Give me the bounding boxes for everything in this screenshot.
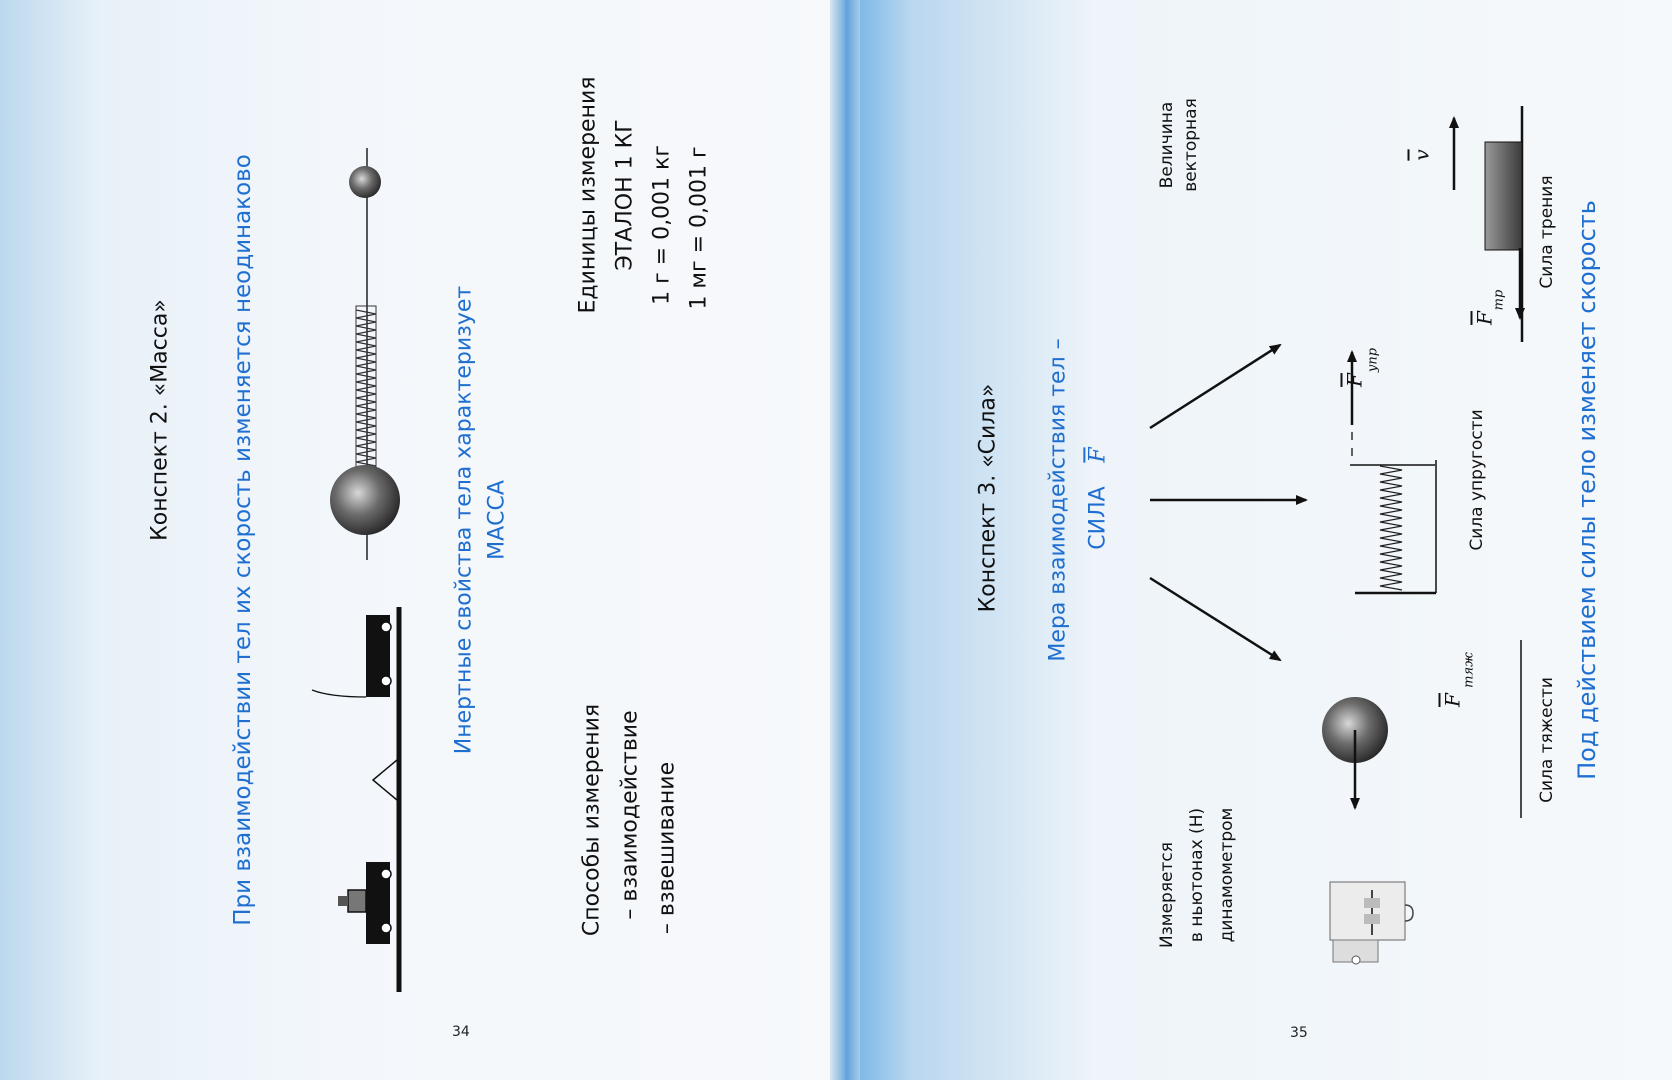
- units-milligram: 1 мг = 0,001 г: [686, 146, 712, 310]
- right-page-number: 35: [1290, 1025, 1308, 1041]
- left-page-subtitle: При взаимодействии тел их скорость изменяется неодинаково: [229, 154, 256, 926]
- spring-latch-icon: [373, 760, 397, 800]
- measured-line-1: Измеряется: [1157, 842, 1178, 948]
- carts-diagram: [312, 607, 399, 992]
- mass-word: МАССА: [484, 480, 510, 560]
- method-interaction: – взаимодействие: [617, 710, 643, 920]
- left-page-number: 34: [452, 1024, 470, 1040]
- method-weighing: – взвешивание: [654, 761, 680, 935]
- friction-subscript: тр: [1491, 289, 1507, 311]
- dynamometer-diagram: [1330, 882, 1413, 964]
- friction-block-icon: [1485, 142, 1522, 250]
- small-ball-icon: [349, 166, 381, 198]
- gravity-label: Сила тяжести: [1537, 677, 1558, 803]
- elastic-spring-diagram: [1350, 352, 1436, 593]
- elastic-spring-icon: [1380, 466, 1402, 590]
- right-page-title: Конспект 3. «Сила»: [975, 383, 1001, 613]
- measure-line: Мера взаимодействия тел –: [1045, 338, 1071, 662]
- units-gram: 1 г = 0,001 кг: [649, 145, 675, 305]
- velocity-symbol: $\overline{v}$: [1409, 149, 1434, 161]
- dynamometer-icon: [1330, 882, 1405, 940]
- bottom-statement: Под действием силы тело изменяет скорость: [1573, 200, 1602, 780]
- units-header: Единицы измерения: [575, 76, 601, 314]
- force-symbol: $\overline{F}$: [1085, 447, 1111, 463]
- spring-icon: [356, 310, 376, 466]
- inertia-text: Инертные свойства тела характеризует: [451, 285, 477, 755]
- units-etalon: ЭТАЛОН 1 КГ: [612, 119, 638, 271]
- friction-diagram: [1454, 106, 1522, 342]
- elastic-subscript: упр: [1365, 347, 1381, 373]
- vector-line-1: Величина: [1157, 101, 1178, 189]
- left-page-title: Конспект 2. «Масса»: [147, 299, 173, 541]
- pendulum-spring-diagram: [330, 148, 400, 560]
- friction-label: Сила трения: [1537, 175, 1558, 289]
- measured-line-2: в ньютонах (Н): [1187, 807, 1208, 943]
- large-ball-icon: [330, 465, 400, 535]
- measured-line-3: динамометром: [1217, 807, 1238, 943]
- force-word: СИЛА: [1085, 486, 1111, 550]
- elastic-symbol: $\overline{F}$: [1342, 373, 1367, 387]
- force-arrows: [1150, 345, 1306, 660]
- friction-symbol: $\overline{F}$: [1472, 311, 1497, 325]
- vector-line-2: векторная: [1181, 98, 1202, 192]
- gravity-symbol: $\overline{F}$: [1440, 693, 1465, 707]
- gravity-diagram: [1322, 640, 1521, 818]
- gravity-subscript: тяж: [1461, 652, 1477, 688]
- methods-header: Способы измерения: [579, 703, 605, 937]
- elastic-label: Сила упругости: [1467, 409, 1488, 551]
